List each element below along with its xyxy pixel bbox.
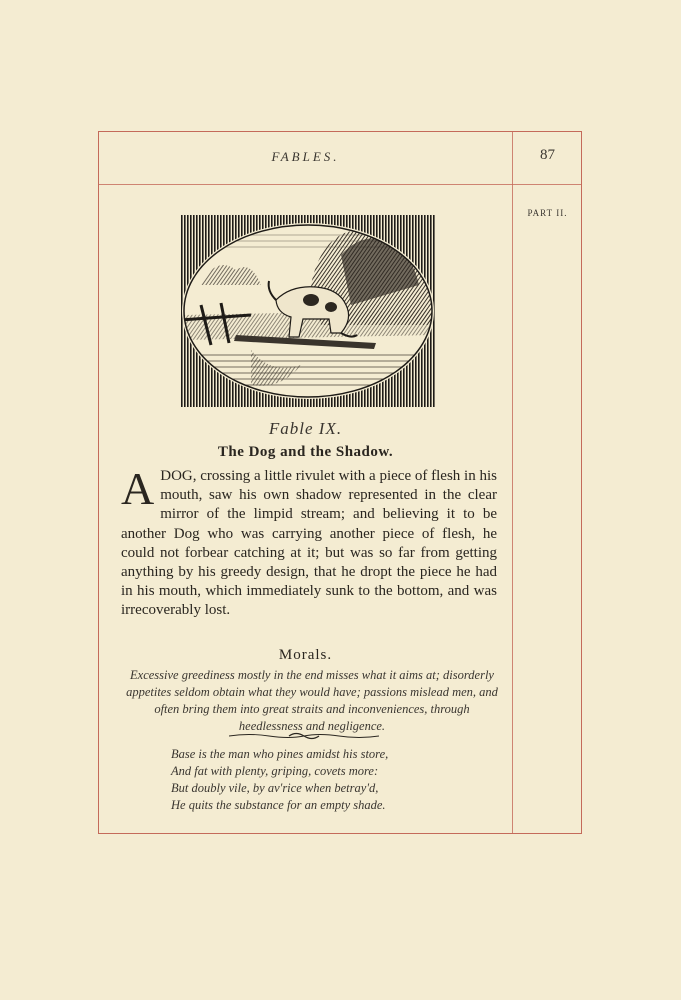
part-label: PART II. bbox=[527, 208, 568, 218]
verse-line: But doubly vile, by av'rice when betray'd, bbox=[171, 781, 379, 795]
page-number: 87 bbox=[540, 147, 555, 163]
fable-subtitle: The Dog and the Shadow. bbox=[217, 444, 394, 460]
verse-line: Base is the man who pines amidst his store, bbox=[171, 747, 389, 761]
margin-rule bbox=[512, 132, 513, 833]
morals-text: Excessive greediness mostly in the end misses what it aims at; disorderly appetites seldom obtain what they would have; passions mislead men, and often bring them into great straits and inconveniences, through heedlessness and negligence. bbox=[126, 668, 498, 733]
verse-line: And fat with plenty, griping, covets more: bbox=[171, 764, 379, 778]
woodcut-illustration bbox=[181, 215, 435, 407]
ornament-divider bbox=[229, 731, 379, 741]
fable-body bbox=[121, 463, 497, 621]
header-rule bbox=[99, 184, 581, 185]
fable-number: Fable IX. bbox=[268, 419, 343, 438]
page-frame bbox=[98, 131, 582, 834]
verse bbox=[171, 746, 471, 814]
verse-line: He quits the substance for an empty shade. bbox=[171, 798, 386, 812]
running-head: FABLES. bbox=[271, 149, 340, 164]
fable-body-text: DOG, crossing a little rivulet with a piece of flesh in his mouth, saw his own shadow represented in the clear mirror of the limpid stream; and believing it to be another Dog who was carrying another piece of flesh, he could not forbear catching at it; but was so far from getting anything by his greedy design, that he dropt the piece he had in his mouth, which immediately sunk to the bottom, and was irrecoverably lost. bbox=[121, 468, 497, 619]
dropcap: A bbox=[121, 463, 155, 514]
morals-heading: Morals. bbox=[278, 647, 333, 663]
